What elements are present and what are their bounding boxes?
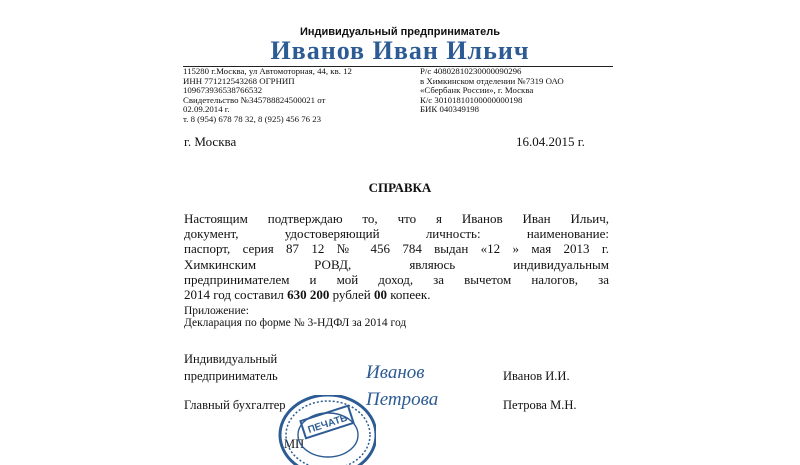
body-line: Химкинским РОВД, являюсь индивидуальным xyxy=(184,256,609,272)
entrepreneur-signature: Иванов xyxy=(366,362,425,383)
accountant-signature: Петрова xyxy=(366,389,439,410)
requisite-line: К/с 30101810100000000198 xyxy=(420,94,523,105)
stamp-label: ПЕЧАТЬ xyxy=(306,412,349,436)
requisite-line: т. 8 (954) 678 78 32, 8 (925) 456 76 23 xyxy=(183,113,322,124)
entrepreneur-name: Иванов И.И. xyxy=(503,369,570,383)
attachment-label: Приложение: xyxy=(184,305,249,317)
document-title: СПРАВКА xyxy=(368,180,432,195)
body-line: документ, удостоверяющий личность: наименование: xyxy=(184,226,609,242)
accountant-role: Главный бухгалтер xyxy=(184,398,286,412)
amount-kopecks-word: копеек. xyxy=(386,287,431,303)
attachment-text: Декларация по форме № 3-НДФЛ за 2014 год xyxy=(184,317,407,329)
requisite-line: Р/с 40802810230000090296 xyxy=(420,66,522,76)
requisite-line: Свидетельство №345788824500021 от xyxy=(183,94,326,105)
requisites-left xyxy=(183,67,415,125)
document-date: 16.04.2015 г. xyxy=(516,134,585,149)
body-line-amount xyxy=(184,287,609,302)
requisite-line: в Химкинском отделении №7319 ОАО xyxy=(420,75,564,86)
requisites-right xyxy=(420,67,620,115)
entrepreneur-role-line2: предприниматель xyxy=(184,369,278,383)
amount-rubles: 630 200 xyxy=(287,287,330,303)
requisite-line: 02.09.2014 г. xyxy=(183,104,230,115)
requisite-line: 109673936538766532 xyxy=(183,85,263,96)
city: г. Москва xyxy=(184,134,237,149)
body-line: предпринимателем и мой доход, за вычетом налогов, за xyxy=(184,271,609,287)
seal-stamp xyxy=(272,395,376,465)
requisite-line: БИК 040349198 xyxy=(420,104,480,115)
body-line: Настоящим подтверждаю то, что я Иванов Иван Ильич, xyxy=(184,211,609,226)
amount-kopecks: 00 xyxy=(373,287,387,303)
body-line: паспорт, серия 87 12 № 456 784 выдан «12 » мая 2013 г. xyxy=(184,241,609,257)
document-body xyxy=(184,211,609,302)
entrepreneur-role-line1: Индивидуальный xyxy=(184,352,278,366)
seal-place: МП xyxy=(284,437,305,451)
amount-prefix: 2014 год составил xyxy=(184,287,288,303)
requisite-line: 115280 г.Москва, ул Автомоторная, 44, кв. 12 xyxy=(183,66,352,76)
accountant-name: Петрова М.Н. xyxy=(503,398,577,412)
header-name: Иванов Иван Ильич xyxy=(270,36,530,65)
requisite-line: «Сбербанк России», г. Москва xyxy=(420,85,534,96)
header-label: Индивидуальный предприниматель xyxy=(300,26,500,38)
amount-rubles-word: рублей xyxy=(329,287,374,303)
requisite-line: ИНН 771212543268 ОГРНИП xyxy=(183,75,295,86)
